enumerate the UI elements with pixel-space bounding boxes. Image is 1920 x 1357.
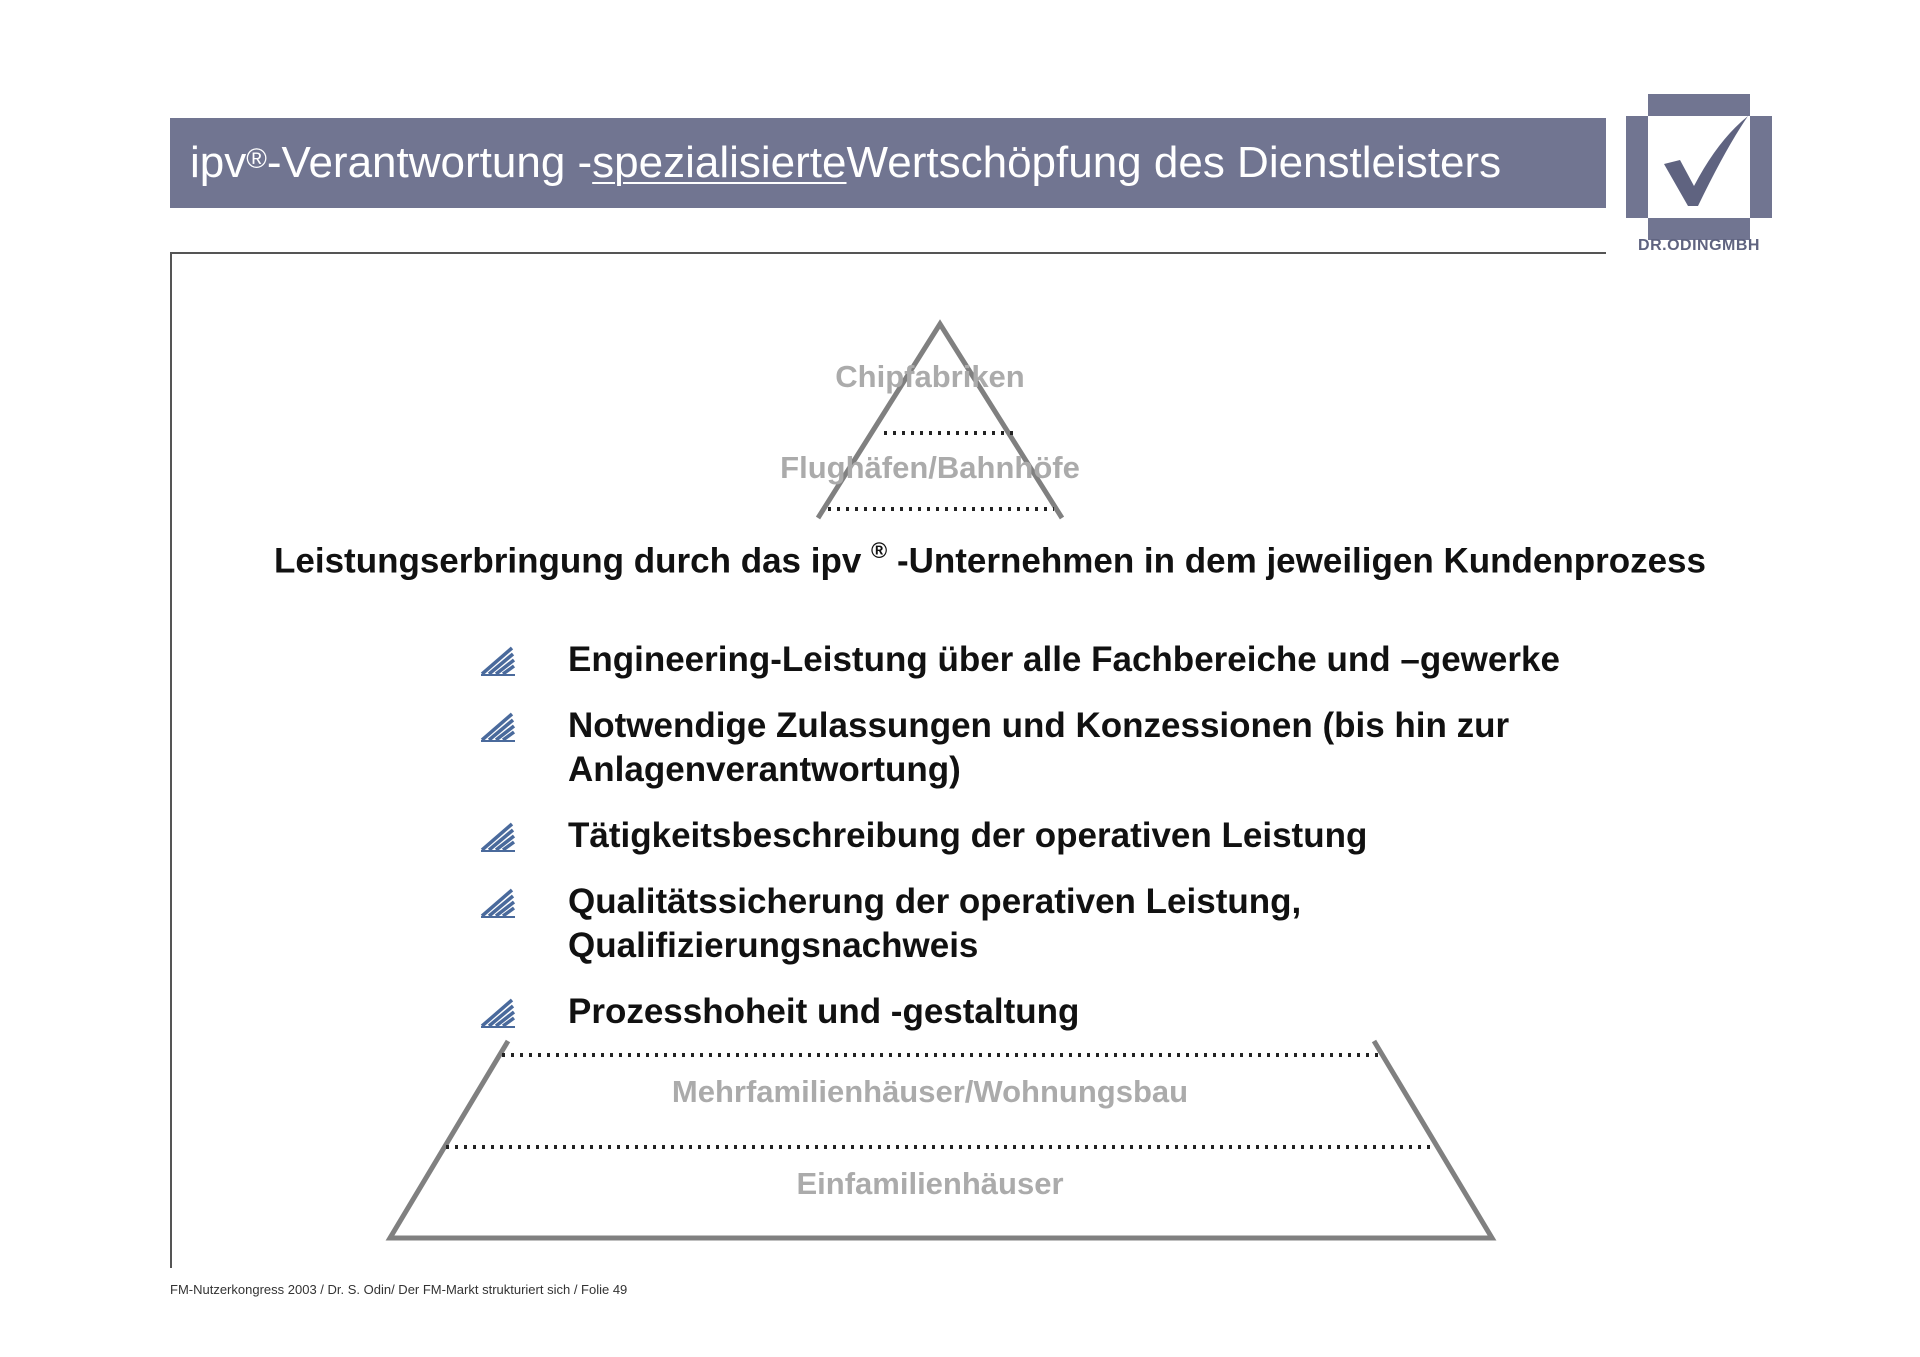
title-suffix: Wertschöpfung des Dienstleisters [846, 138, 1502, 187]
hatched-triangle-icon [480, 998, 516, 1028]
bullet-text: Notwendige Zulassungen und Konzessionen (bis hin zur [568, 706, 1510, 745]
headline-before: Leistungserbringung durch das ipv [274, 541, 872, 581]
bullet-text: Tätigkeitsbeschreibung der operativen Leistung [568, 816, 1368, 855]
bullet-text: Qualitätssicherung der operativen Leistung, [568, 882, 1302, 921]
bullet-list [480, 638, 1680, 1034]
hatched-triangle-icon [480, 646, 516, 676]
bullet-text-continued: Anlagenverantwortung) [568, 750, 961, 789]
headline-after: -Unternehmen in dem jeweiligen Kundenprozess [887, 541, 1706, 581]
tier-label-lower: Mehrfamilienhäuser/Wohnungsbau [671, 1074, 1189, 1109]
hatched-triangle-icon [480, 712, 516, 742]
pyramid-top-outline [818, 324, 1062, 518]
bullet-item-zulassungen [480, 704, 1680, 792]
bullet-text: Engineering-Leistung über alle Fachbereiche und –gewerke [568, 640, 1560, 679]
tier-label-bottom: Einfamilienhäuser [796, 1166, 1064, 1201]
headline [150, 540, 1830, 582]
bullet-item-engineering [480, 638, 1680, 682]
pyramid-base-outline [390, 1041, 1492, 1238]
title-registered-mark: ® [246, 143, 267, 174]
bullet-text-continued: Qualifizierungsnachweis [568, 926, 979, 965]
logo-text: DR.ODINGMBH [1638, 237, 1760, 254]
hatched-triangle-icon [480, 888, 516, 918]
tier-label-top: Chipfabriken [835, 359, 1025, 394]
bullet-text: Prozesshoheit und -gestaltung [568, 992, 1080, 1031]
title-underlined: spezialisierte [592, 138, 847, 187]
bullet-item-prozesshoheit [480, 990, 1680, 1034]
bullet-item-taetigkeit [480, 814, 1680, 858]
footer-citation: FM-Nutzerkongress 2003 / Dr. S. Odin/ Der FM-Markt strukturiert sich / Folie 49 [170, 1282, 628, 1297]
headline-registered-mark: ® [871, 538, 888, 563]
title-prefix: ipv [190, 138, 247, 187]
bullet-item-qualitaet [480, 880, 1680, 968]
hatched-triangle-icon [480, 822, 516, 852]
tier-label-second: Flughäfen/Bahnhöfe [780, 450, 1080, 485]
title-middle: -Verantwortung - [266, 138, 593, 187]
